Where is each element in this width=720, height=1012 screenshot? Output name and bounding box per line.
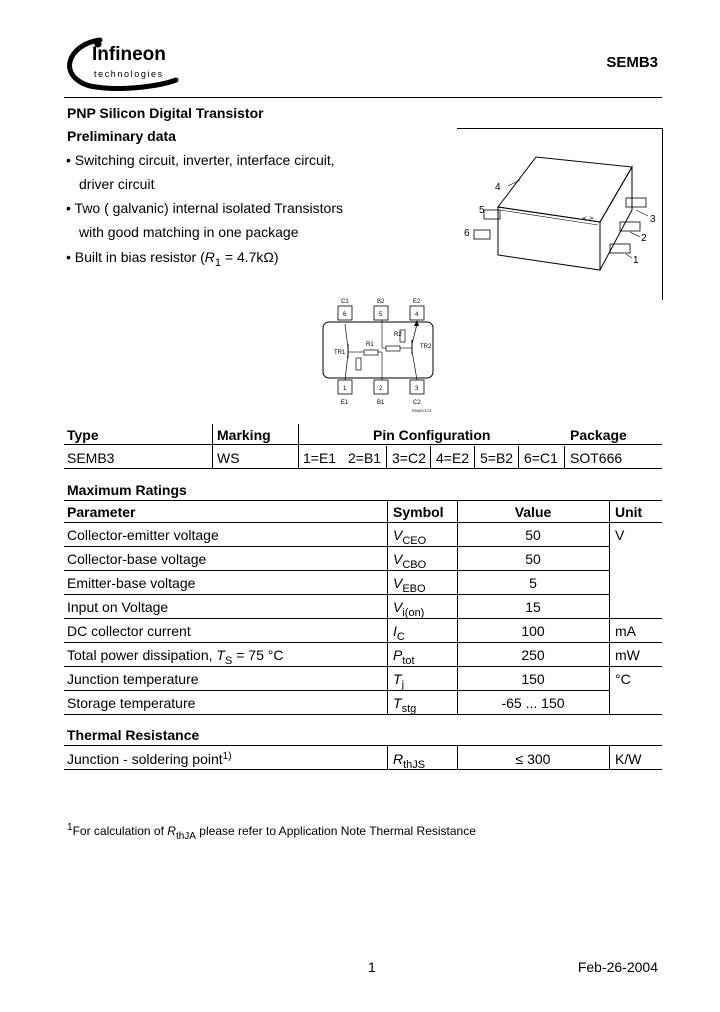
symbol-letter: V <box>393 551 403 567</box>
pin-6-config: 6=C1 <box>524 450 558 466</box>
bullet-3 <box>66 249 279 269</box>
part-number: SEMB3 <box>606 54 658 71</box>
pkg-pin-4: 4 <box>495 182 501 193</box>
marking-header: Marking <box>217 427 271 443</box>
logo-name: Infineon <box>92 44 166 65</box>
symbol-sub: CBO <box>402 559 427 571</box>
circuit-diagram <box>320 294 440 416</box>
thermal-param <box>67 751 232 767</box>
package-header: Package <box>570 427 627 443</box>
footnote-pre: For calculation of <box>72 824 168 838</box>
row-rule <box>64 666 662 667</box>
type-table-divider <box>212 424 213 468</box>
row-rule <box>64 546 609 547</box>
symbol-letter: T <box>393 671 402 687</box>
package-drawing <box>460 140 660 290</box>
symbol-sub: i(on) <box>402 607 425 619</box>
value-cell: -65 ... 150 <box>501 695 565 711</box>
circuit-label-e1: E1 <box>341 400 349 406</box>
circuit-pin-4: 4 <box>415 312 419 318</box>
symbol-sub: C <box>396 631 405 643</box>
param-cell: Collector-emitter voltage <box>67 527 219 543</box>
package-value: SOT666 <box>570 450 623 466</box>
circuit-label-c2: C2 <box>413 400 421 406</box>
row-rule <box>64 642 662 643</box>
value-cell: 100 <box>521 623 545 639</box>
marking-value: WS <box>217 450 240 466</box>
param-text: Total power dissipation, <box>67 647 217 663</box>
symbol-header: Symbol <box>393 504 444 520</box>
pin-divider <box>430 446 431 468</box>
pkg-pin-5: 5 <box>479 205 485 216</box>
unit-header: Unit <box>615 504 643 520</box>
pin-divider <box>564 446 565 468</box>
row-rule <box>64 570 609 571</box>
thermal-title: Thermal Resistance <box>67 727 200 743</box>
value-cell: 250 <box>521 647 545 663</box>
symbol-sub: EBO <box>402 583 426 595</box>
svg-text:< >: < > <box>582 215 594 222</box>
footnote <box>67 822 476 842</box>
symbol-cell <box>393 647 415 667</box>
circuit-r1-left: R1 <box>366 342 374 348</box>
pin-2-config: 2=B1 <box>348 450 382 466</box>
bullet-dot: • <box>66 200 75 216</box>
symbol-cell <box>393 599 425 619</box>
circuit-tr2: TR2 <box>420 344 432 350</box>
col-divider <box>609 500 610 714</box>
param-post: = 75 °C <box>232 647 284 663</box>
pin-5-config: 5=B2 <box>480 450 514 466</box>
row-rule <box>64 714 662 715</box>
param-symbol-sub: S <box>224 655 233 667</box>
value-cell: 50 <box>525 527 541 543</box>
bullet-1-line2: driver circuit <box>79 176 155 192</box>
resistor-sub: 1 <box>214 257 221 269</box>
pin-3-config: 3=C2 <box>392 450 426 466</box>
bullet-dot: • <box>66 249 75 265</box>
param-cell: Collector-base voltage <box>67 551 207 567</box>
unit-cell: V <box>615 527 625 543</box>
pin-divider <box>386 446 387 468</box>
thermal-rule-bottom <box>64 769 662 770</box>
type-header: Type <box>67 427 99 443</box>
circuit-label-b1: B1 <box>377 400 385 406</box>
bullet-2-line1: Two ( galvanic) internal isolated Transistors <box>74 200 343 216</box>
pin-divider <box>518 446 519 468</box>
col-divider <box>609 745 610 769</box>
pin-1-config: 1=E1 <box>303 450 337 466</box>
value-cell: 15 <box>525 599 541 615</box>
pkg-pin-1: 1 <box>633 255 639 266</box>
infineon-logo <box>60 36 180 92</box>
type-value: SEMB3 <box>67 450 115 466</box>
thermal-rule-top <box>64 745 662 746</box>
circuit-pin-3: 3 <box>415 386 419 392</box>
doc-date: Feb-26-2004 <box>577 959 658 975</box>
symbol-sub: thJS <box>403 759 426 771</box>
symbol-cell <box>393 671 405 691</box>
pkg-pin-3: 3 <box>650 214 656 225</box>
thermal-value: ≤ 300 <box>515 751 551 767</box>
unit-cell: mA <box>615 623 636 639</box>
circuit-label-e2: E2 <box>413 299 421 305</box>
footnote-post: please refer to Application Note Thermal Resistance <box>195 824 476 838</box>
col-divider <box>387 745 388 769</box>
circuit-code: EHA07173 <box>412 408 432 413</box>
symbol-cell <box>393 695 417 715</box>
unit-cell: mW <box>615 647 640 663</box>
symbol-letter: V <box>393 575 403 591</box>
param-cell: Storage temperature <box>67 695 196 711</box>
symbol-sub: CEO <box>402 535 427 547</box>
type-table-divider <box>298 424 299 468</box>
bullet-3-pre: Built in bias resistor ( <box>74 249 205 265</box>
bullet-2-line2: with good matching in one package <box>79 224 299 240</box>
row-rule <box>64 690 609 691</box>
symbol-letter: P <box>393 647 403 663</box>
logo-sub: technologies <box>94 69 164 79</box>
circuit-pin-5: 5 <box>379 312 383 318</box>
bullet-2 <box>66 200 343 216</box>
param-cell: Input on Voltage <box>67 599 169 615</box>
symbol-letter: I <box>393 623 397 639</box>
thermal-symbol <box>393 751 426 771</box>
param-header: Parameter <box>67 504 136 520</box>
resistor-symbol: R <box>204 249 215 265</box>
thermal-unit: K/W <box>615 751 642 767</box>
pin-config-header: Pin Configuration <box>373 427 491 443</box>
param-cell <box>67 647 284 667</box>
param-cell: DC collector current <box>67 623 191 639</box>
bullet-dot: • <box>66 152 75 168</box>
header-rule <box>64 97 662 98</box>
symbol-letter: V <box>393 527 403 543</box>
max-ratings-title: Maximum Ratings <box>67 482 187 498</box>
symbol-sub: j <box>401 679 405 691</box>
col-divider <box>387 500 388 714</box>
value-cell: 5 <box>529 575 537 591</box>
symbol-letter: R <box>393 751 404 767</box>
type-table-rule-1 <box>64 444 662 445</box>
param-cell: Junction temperature <box>67 671 199 687</box>
symbol-sub: stg <box>401 703 417 715</box>
value-cell: 50 <box>525 551 541 567</box>
param-cell: Emitter-base voltage <box>67 575 196 591</box>
thermal-param-text: Junction - soldering point <box>67 751 223 767</box>
symbol-cell <box>393 575 426 595</box>
page-number: 1 <box>368 959 376 975</box>
max-ratings-rule <box>64 500 662 501</box>
row-rule <box>64 522 662 523</box>
pin-4-config: 4=E2 <box>436 450 470 466</box>
symbol-cell <box>393 623 405 643</box>
footnote-sub: thJA <box>175 831 196 842</box>
footnote-symbol: R <box>167 824 176 838</box>
circuit-label-b2: B2 <box>377 299 385 305</box>
pin-divider <box>474 446 475 468</box>
circuit-tr1: TR1 <box>334 350 346 356</box>
bullet-3-post: = 4.7kΩ) <box>220 249 279 265</box>
row-rule <box>64 618 662 619</box>
doc-subtitle: Preliminary data <box>67 128 176 144</box>
symbol-letter: T <box>393 695 402 711</box>
footnote-ref: 1) <box>222 751 232 762</box>
row-rule <box>64 594 609 595</box>
bullet-1-line1: Switching circuit, inverter, interface circuit, <box>74 152 335 168</box>
unit-cell: °C <box>615 671 631 687</box>
bullet-1 <box>66 152 335 168</box>
symbol-sub: tot <box>402 655 415 667</box>
doc-title: PNP Silicon Digital Transistor <box>67 105 264 121</box>
value-header: Value <box>514 504 552 520</box>
symbol-letter: V <box>393 599 403 615</box>
circuit-pin-1: 1 <box>343 386 347 392</box>
circuit-r2: R2 <box>394 332 402 338</box>
type-table-rule-2 <box>64 468 662 469</box>
value-cell: 150 <box>521 671 545 687</box>
circuit-pin-2: 2 <box>379 386 383 392</box>
circuit-label-c1: C1 <box>341 299 349 305</box>
pkg-pin-2: 2 <box>641 233 647 244</box>
param-symbol: T <box>216 647 225 663</box>
pkg-pin-6: 6 <box>464 228 470 239</box>
footnote-mark: 1 <box>67 822 73 833</box>
symbol-cell <box>393 551 427 571</box>
circuit-pin-6: 6 <box>343 312 347 318</box>
symbol-cell <box>393 527 427 547</box>
